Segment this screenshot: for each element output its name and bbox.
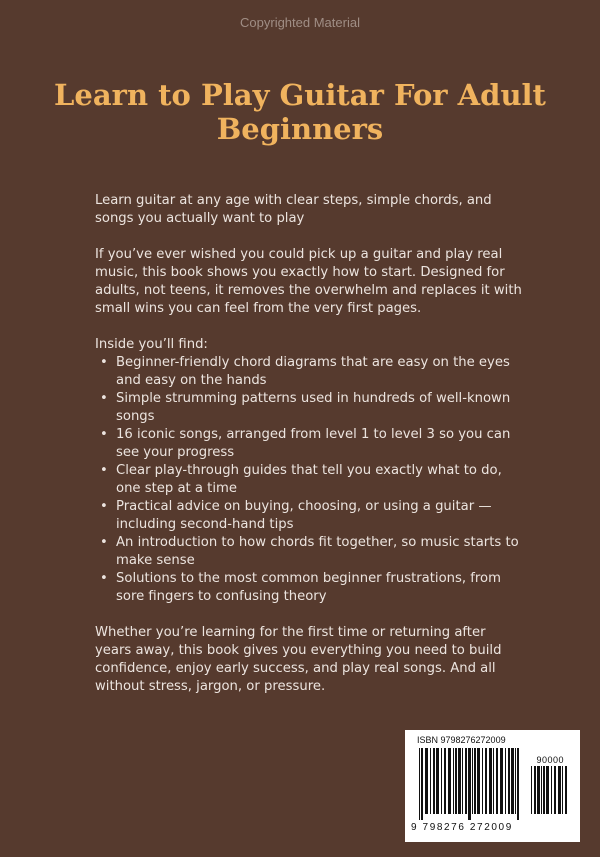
book-title: Learn to Play Guitar For Adult Beginners [54,78,546,146]
barcode-bar [482,748,483,814]
barcode-bar [496,748,498,814]
barcode-bar [489,748,492,814]
barcode-bar [515,748,516,814]
barcode-bar [458,748,461,814]
watermark-top: Copyrighted Material [240,15,360,30]
barcode-bar [546,766,549,814]
barcode-bar [558,766,561,814]
barcode-bar [441,748,442,814]
barcode-bar [477,748,480,814]
closing-paragraph: Whether you’re learning for the first time or returning after years away, this book gives you everything you need to build confidence, enjoy early success, and play real songs. And all without stress, jargon, or pressure. [95,625,502,694]
feature-text: Simple strumming patterns used in hundreds of well-known songs [116,391,511,424]
barcode-bar [551,766,552,814]
intro-paragraph: If you’ve ever wished you could pick up a guitar and play real music, this book shows you exactly how to start. Designed for adults, not teens, it removes the overwhelm and replaces it with small wins you can feel from the very first pages. [95,247,522,316]
barcode-bar [421,748,423,820]
barcode-bar [511,748,514,814]
bullet-icon: • [100,535,108,550]
list-item [99,534,525,570]
barcode-bar [505,748,506,814]
barcode-bar [430,748,431,814]
barcode-bar [541,766,542,814]
barcode-bar [455,748,457,814]
feature-text: An introduction to how chords fit together, so music starts to make sense [116,535,519,568]
list-item [99,390,525,426]
bullet-icon: • [100,391,108,406]
bullet-icon: • [100,463,108,478]
bullet-icon: • [100,571,108,586]
barcode-bar [493,748,494,814]
feature-text: Clear play-through guides that tell you exactly what to do, one step at a time [116,463,502,496]
barcode-bar [500,748,503,814]
isbn-barcode [405,730,580,842]
barcode-bar [468,748,471,820]
back-cover-copy [95,192,525,714]
list-item [99,462,525,498]
ean-digits: 9 798276 272009 [411,822,513,833]
barcode-bar [433,748,435,814]
barcode-bar [537,766,540,814]
feature-text: Practical advice on buying, choosing, or using a guitar — including second-hand tips [116,499,492,532]
list-item [99,354,525,390]
barcode-bar [465,748,467,814]
list-item [99,570,525,606]
feature-text: Solutions to the most common beginner frustrations, from sore fingers to confusing theory [116,571,501,604]
barcode-bar [444,748,446,814]
barcode-bar [531,766,532,814]
price-code: 90000 [536,755,564,765]
barcode-bars-icon [419,748,521,820]
barcode-bar [474,748,476,814]
list-item [99,498,525,534]
barcode-bar [562,766,563,814]
feature-text: Beginner-friendly chord diagrams that are easy on the eyes and easy on the hands [116,355,510,388]
features-list [99,354,525,606]
barcode-bar [436,748,439,814]
bullet-icon: • [100,427,108,442]
list-item [99,426,525,462]
barcode-bar [485,748,487,814]
bullet-icon: • [100,499,108,514]
barcode-bar [448,748,451,814]
barcode-bar [554,766,556,814]
barcode-bar [425,748,428,814]
barcode-bar [453,748,454,814]
barcode-bar [517,748,519,820]
tagline: Learn guitar at any age with clear steps, simple chords, and songs you actually want to play [95,193,492,226]
barcode-bar [565,766,567,814]
addon-barcode-icon [531,766,569,820]
feature-text: 16 iconic songs, arranged from level 1 to level 3 so you can see your progress [116,427,511,460]
features-intro: Inside you’ll find: [95,337,208,352]
barcode-bar [534,766,536,814]
isbn-label: ISBN 9798276272009 [417,735,506,745]
barcode-bar [462,748,463,814]
barcode-bar [472,748,473,814]
barcode-bar [508,748,510,814]
bullet-icon: • [100,355,108,370]
barcode-bar [419,748,420,820]
barcode-bar [543,766,545,814]
